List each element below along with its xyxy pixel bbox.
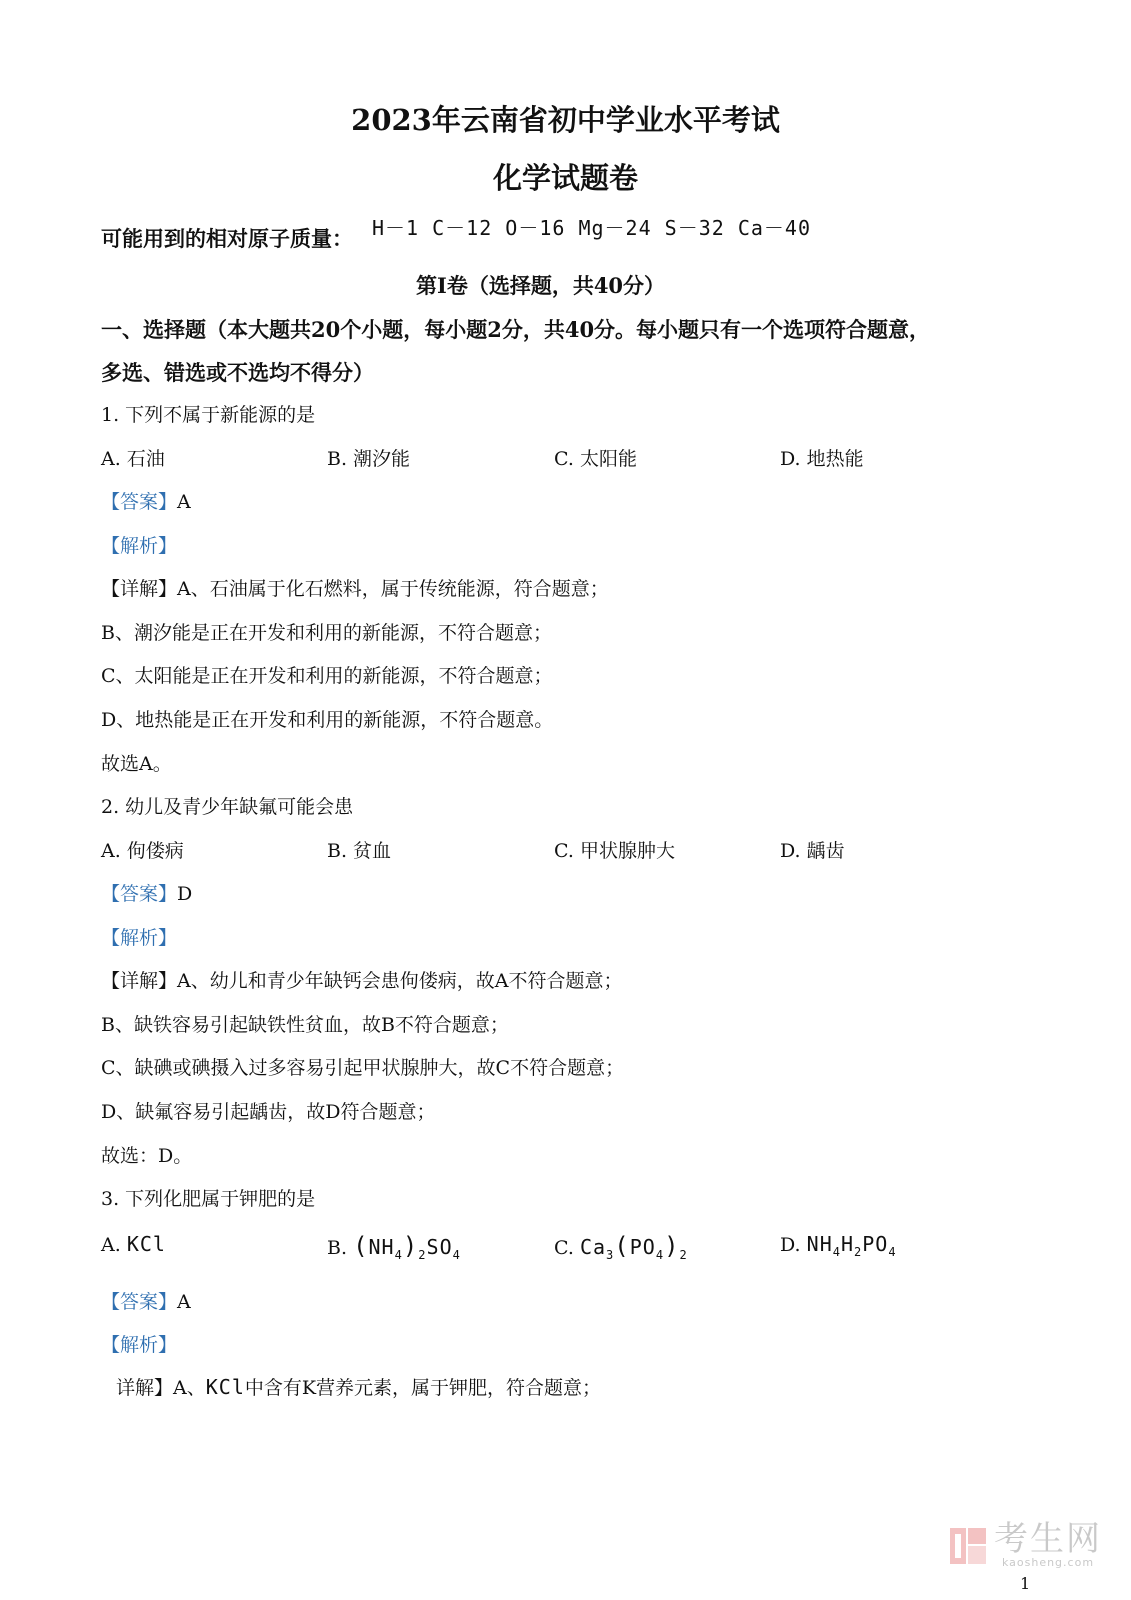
- section-instruction-2: 多选、错选或不选均不得分）: [101, 360, 374, 385]
- question-1-detail-2: B、潮汐能是正在开发和利用的新能源，不符合题意；: [101, 622, 552, 644]
- question-2-detail-3: C、缺碘或碘摄入过多容易引起甲状腺肿大，故C不符合题意；: [101, 1057, 625, 1079]
- option-letter: B.: [327, 1237, 348, 1259]
- kaosheng-watermark-logo: [948, 1519, 1102, 1569]
- formula-calcium-phosphate: $Ca_3(PO_4)_2$: [579, 1232, 688, 1262]
- question-3-option-d: [780, 1232, 897, 1259]
- page-subtitle: 化学试题卷: [492, 161, 638, 195]
- question-1-option-b: B. 潮汐能: [327, 448, 411, 470]
- watermark-text: 考生网: [994, 1519, 1102, 1559]
- question-2-detail-5: 故选：D。: [101, 1145, 193, 1167]
- question-3-option-a: [101, 1232, 166, 1256]
- question-3-option-b: [327, 1232, 461, 1262]
- answer-value: A: [177, 491, 191, 513]
- page-title: 2023年云南省初中学业水平考试: [351, 103, 780, 137]
- volume-heading: 第Ⅰ卷（选择题，共40分）: [416, 273, 666, 298]
- atomic-mass-label: 可能用到的相对原子质量：: [101, 226, 353, 251]
- question-3-stem: 3. 下列化肥属于钾肥的是: [101, 1188, 316, 1210]
- question-2-detail-1: 【详解】A、幼儿和青少年缺钙会患佝偻病，故A不符合题意；: [101, 970, 623, 992]
- question-2-detail-2: B、缺铁容易引起缺铁性贫血，故B不符合题意；: [101, 1014, 509, 1036]
- question-2-option-a: A. 佝偻病: [101, 840, 184, 862]
- question-3-analysis-label: 【解析】: [101, 1334, 178, 1356]
- answer-value: A: [177, 1291, 191, 1313]
- question-1-option-d: D. 地热能: [780, 448, 864, 470]
- question-2-option-d: D. 龋齿: [780, 840, 845, 862]
- page-number: 1: [1020, 1574, 1031, 1593]
- question-1-detail-5: 故选A。: [101, 753, 172, 775]
- atomic-mass-values: H－1 C－12 O－16 Mg－24 S－32 Ca－40: [372, 216, 811, 240]
- option-letter: C.: [554, 1237, 574, 1259]
- kaosheng-logo-icon: [948, 1526, 988, 1566]
- formula-ammonium-dihydrogen-phosphate: $NH_4H_2PO_4$: [806, 1232, 897, 1259]
- formula-ammonium-sulfate: $(NH_4)_2SO_4$: [353, 1232, 461, 1262]
- option-letter: A.: [101, 1234, 121, 1256]
- section-instruction-1: 一、选择题（本大题共20个小题，每小题2分，共40分。每小题只有一个选项符合题意，: [101, 317, 931, 342]
- question-2-analysis-label: 【解析】: [101, 927, 178, 949]
- answer-label: 【答案】: [101, 1291, 178, 1313]
- question-1-detail-3: C、太阳能是正在开发和利用的新能源，不符合题意；: [101, 665, 553, 687]
- question-1-analysis-label: 【解析】: [101, 535, 178, 557]
- option-letter: D.: [780, 1234, 801, 1256]
- answer-value: D: [177, 883, 193, 905]
- question-2-answer: [101, 879, 192, 906]
- question-2-option-c: C. 甲状腺肿大: [554, 840, 675, 862]
- question-1-detail-1: 【详解】A、石油属于化石燃料，属于传统能源，符合题意；: [101, 578, 609, 600]
- question-2-option-b: B. 贫血: [327, 840, 392, 862]
- watermark-site: kaosheng.com: [1001, 1556, 1095, 1569]
- question-3-answer: [101, 1287, 191, 1314]
- question-1-answer: [101, 487, 191, 514]
- question-3-detail-1: 详解】A、KCl中含有K营养元素，属于钾肥，符合题意；: [116, 1375, 602, 1399]
- question-2-detail-4: D、缺氟容易引起龋齿，故D符合题意；: [101, 1101, 436, 1123]
- question-3-option-c: [554, 1232, 688, 1262]
- question-1-detail-4: D、地热能是正在开发和利用的新能源，不符合题意。: [101, 709, 554, 731]
- answer-label: 【答案】: [101, 883, 178, 905]
- answer-label: 【答案】: [101, 491, 178, 513]
- question-1-stem: 1. 下列不属于新能源的是: [101, 404, 316, 426]
- formula-kcl: KCl: [126, 1232, 166, 1256]
- question-1-option-c: C. 太阳能: [554, 448, 637, 470]
- question-2-stem: 2. 幼儿及青少年缺氟可能会患: [101, 796, 354, 818]
- question-1-option-a: A. 石油: [101, 448, 165, 470]
